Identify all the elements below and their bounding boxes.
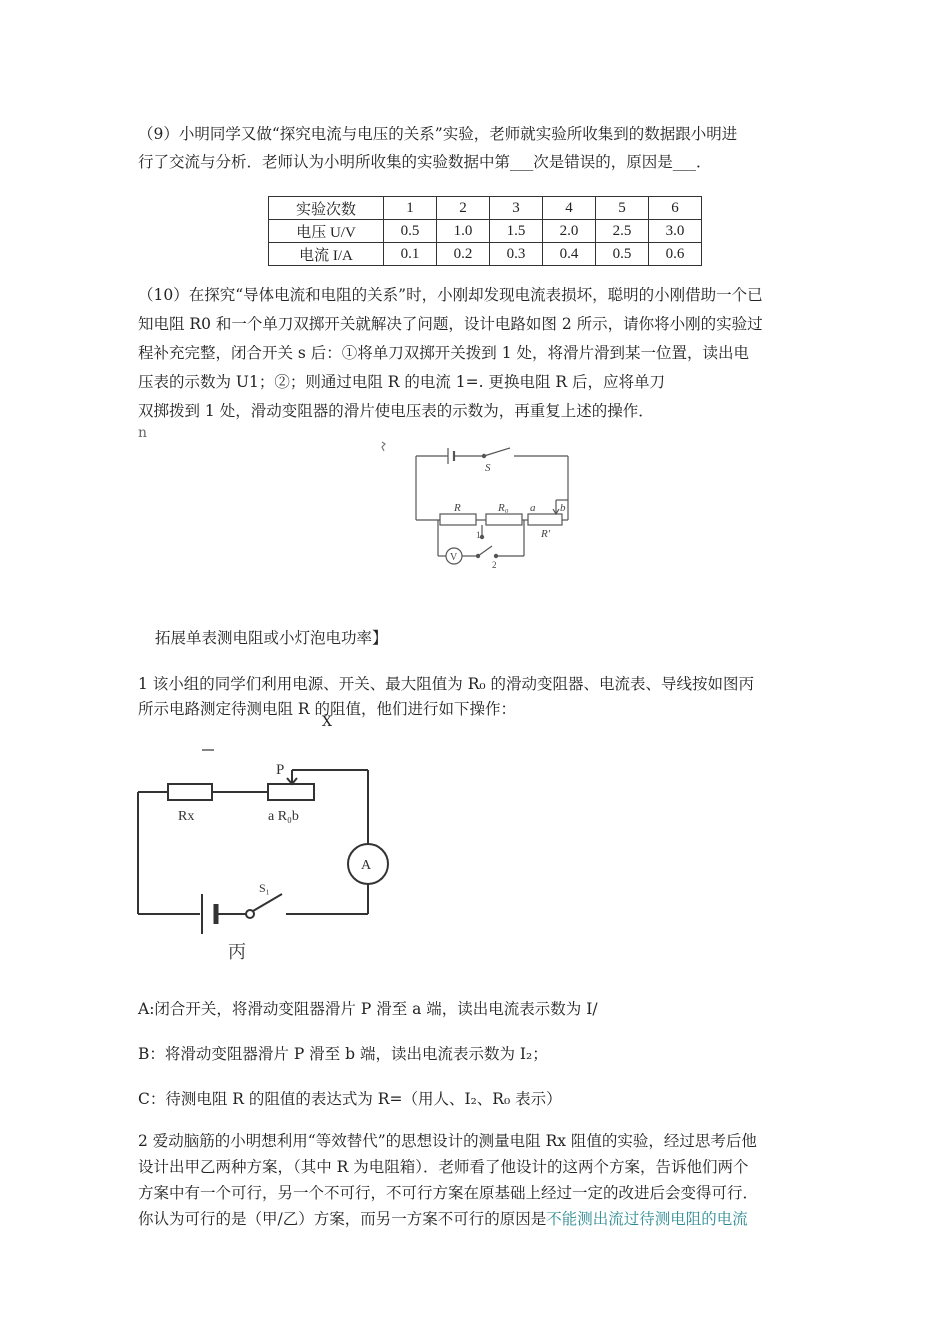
table-cell: 3.0: [649, 220, 702, 243]
section-title: 拓展单表测电阻或小灯泡电功率】: [155, 629, 388, 647]
figure-caption: 丙: [228, 942, 246, 962]
step-c: C：待测电阻 R 的阻值的表达式为 R=（用人、I₂、R₀ 表示）: [138, 1090, 562, 1108]
p1-x-mark: X: [322, 714, 332, 730]
ammeter-label: A: [361, 858, 372, 873]
p2-line-4: [138, 1207, 748, 1229]
resistor-r0-label: R₀: [498, 502, 509, 514]
table-header-cell: 电压 U/V: [269, 220, 384, 243]
step-b: B：将滑动变阻器滑片 P 滑至 b 端，读出电流表示数为 I₂；: [138, 1045, 548, 1063]
table-cell: 1.0: [437, 220, 490, 243]
table-cell: 3: [490, 197, 543, 220]
table-row-current: [269, 243, 702, 266]
switch-s1-label: S₁: [259, 881, 270, 895]
table-cell: 4: [543, 197, 596, 220]
table-cell: 2.0: [543, 220, 596, 243]
p1-line-2: 所示电路测定待测电阻 R 的阻值，他们进行如下操作：: [138, 700, 517, 718]
table-row-count: [269, 197, 702, 220]
switch-s-label: S: [485, 462, 491, 474]
resistor-rx-label: Rx: [178, 809, 195, 824]
figure-bing-circuit: [132, 748, 392, 968]
table-cell: 5: [596, 197, 649, 220]
p2-answer-highlight: 不能测出流过待测电阻的电流: [546, 1210, 748, 1228]
table-row-voltage: [269, 220, 702, 243]
figure-2-circuit: [378, 438, 578, 570]
rheostat-label: R': [541, 528, 551, 540]
resistor-rx: [168, 784, 212, 800]
contact-1-label: 1: [476, 530, 481, 540]
table-cell: 0.2: [437, 243, 490, 266]
table-cell: 6: [649, 197, 702, 220]
step-a: A:闭合开关，将滑动变阻器滑片 P 滑至 a 端，读出电流表示数为 I/: [138, 1000, 598, 1018]
table-header-cell: 电流 I/A: [269, 243, 384, 266]
table-cell: 0.4: [543, 243, 596, 266]
table-cell: 1.5: [490, 220, 543, 243]
table-cell: 2.5: [596, 220, 649, 243]
table-header-cell: 实验次数: [269, 197, 384, 220]
point-b-label: b: [560, 502, 566, 514]
resistor-r0: [486, 514, 522, 525]
p2-line-1: 2 爱动脑筋的小明想利用“等效替代”的思想设计的测量电阻 Rx 阻值的实验，经过思考后他: [138, 1132, 757, 1150]
q10-line-3: 程补充完整，闭合开关 s 后：①将单刀双掷开关拨到 1 处，将滑片滑到某一位置，读出电: [138, 344, 750, 362]
data-table: [268, 196, 702, 266]
stray-mark: n: [138, 425, 148, 441]
contact-2-label: 2: [492, 560, 497, 570]
slider-p-label: P: [276, 762, 285, 778]
rheostat-r-prime: [528, 514, 562, 525]
q9-line-2: 行了交流与分析．老师认为小明所收集的实验数据中第___次是错误的，原因是___．: [138, 153, 712, 171]
table-cell: 0.5: [384, 220, 437, 243]
resistor-r-label: R: [454, 502, 461, 514]
switch-s-blade: [484, 448, 510, 456]
p2-line-3: 方案中有一个可行，另一个不可行，不可行方案在原基础上经过一定的改进后会变得可行．: [138, 1184, 759, 1202]
q10-line-5: 双掷拨到 1 处，滑动变阻器的滑片使电压表的示数为，再重复上述的操作．: [138, 402, 654, 420]
voltmeter-label: V: [450, 552, 458, 563]
p2-line-4-text: 你认为可行的是（甲/乙）方案，而另一方案不可行的原因是: [138, 1210, 547, 1228]
q10-line-2: 知电阻 R0 和一个单刀双掷开关就解决了问题，设计电路如图 2 所示，请你将小刚的实验过: [138, 315, 763, 333]
q10-line-1: （10）在探究“导体电流和电阻的关系”时，小刚却发现电流表损坏，聪明的小刚借助一个已: [138, 286, 763, 304]
q10-line-4: 压表的示数为 U1；②；则通过电阻 R 的电流 1=. 更换电阻 R 后，应将单刀: [138, 373, 666, 391]
table-cell: 0.5: [596, 243, 649, 266]
p2-line-2: 设计出甲乙两种方案，（其中 R 为电阻箱）．老师看了他设计的这两个方案，告诉他们两个: [138, 1158, 749, 1176]
table-cell: 1: [384, 197, 437, 220]
switch-s1-blade: [253, 894, 282, 911]
spdt-switch-blade: [478, 546, 492, 556]
table-cell: 0.3: [490, 243, 543, 266]
rheostat-label: a R₀b: [268, 809, 299, 824]
point-a-label: a: [530, 502, 536, 514]
table-cell: 0.6: [649, 243, 702, 266]
table-cell: 0.1: [384, 243, 437, 266]
table-cell: 2: [437, 197, 490, 220]
p1-line-1: 1 该小组的同学们利用电源、开关、最大阻值为 R₀ 的滑动变阻器、电流表、导线按如图丙: [138, 675, 755, 693]
rheostat-r0: [268, 784, 314, 800]
q9-line-1: （9）小明同学又做“探究电流与电压的关系”实验，老师就实验所收集到的数据跟小明进: [138, 125, 738, 143]
resistor-r: [440, 514, 476, 525]
stray-glyph: [382, 442, 385, 451]
switch-s1-pivot: [246, 910, 254, 918]
